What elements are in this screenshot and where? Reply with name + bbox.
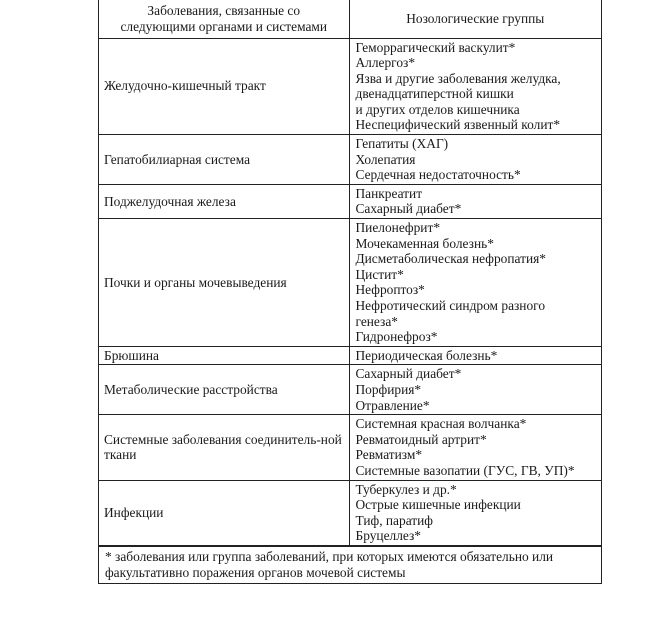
- nosology-item: Холепатия: [355, 151, 416, 167]
- table-row-peritoneum: [99, 346, 601, 365]
- nosology-item: Гидронефроз*: [355, 329, 438, 345]
- nosology-item: и других отделов кишечника: [355, 101, 520, 117]
- group-cell: Инфекции: [99, 480, 349, 545]
- group-cell: Поджелудочная железа: [99, 184, 349, 218]
- nosology-item: Язва и другие заболевания желудка,: [355, 70, 561, 86]
- table-row-connective-tissue: [99, 415, 601, 480]
- nosology-item: Тиф, паратиф: [355, 512, 433, 528]
- nosology-item: Бруцеллез*: [355, 528, 421, 544]
- table-row-metabolic: [99, 365, 601, 415]
- nosology-item: Неспецифический язвенный колит*: [355, 117, 561, 133]
- nosology-item: Системная красная волчанка*: [355, 416, 527, 432]
- table-row-pancreas: [99, 184, 601, 218]
- nosology-cell: [349, 135, 601, 185]
- nosology-item: Ревматизм*: [355, 447, 423, 463]
- nosology-cell: [349, 415, 601, 480]
- nosology-cell: [349, 480, 601, 545]
- nosology-item: Порфирия*: [355, 381, 422, 397]
- table-footnote: * заболевания или группа заболеваний, при которых имеются обязательно или факультативно поражения органов мочевой системы: [99, 546, 601, 583]
- nosology-item: Дисметаболическая нефропатия*: [355, 251, 546, 267]
- header-nosological-groups: Нозологические группы: [349, 0, 601, 38]
- nosology-item: Аллергоз*: [355, 55, 416, 71]
- table-row-gi-tract: [99, 38, 601, 135]
- group-cell: Системные заболевания соединитель-ной ткани: [99, 415, 349, 480]
- nosology-cell: [349, 365, 601, 415]
- group-cell: Метаболические расстройства: [99, 365, 349, 415]
- nosology-item: Ревматоидный артрит*: [355, 431, 487, 447]
- group-cell: Почки и органы мочевыведения: [99, 219, 349, 347]
- header-organs-systems: [99, 0, 349, 38]
- group-cell: Желудочно-кишечный тракт: [99, 38, 349, 135]
- nosology-item: Пиелонефрит*: [355, 220, 441, 236]
- nosology-item: Цистит*: [355, 266, 404, 282]
- group-cell: Гепатобилиарная система: [99, 135, 349, 185]
- nosology-item: Периодическая болезнь*: [355, 347, 498, 363]
- table-row-hepatobiliary: [99, 135, 601, 185]
- nosology-item: Сахарный диабет*: [355, 201, 462, 217]
- nosology-item: Туберкулез и др.*: [355, 481, 457, 497]
- nosology-item: Отравление*: [355, 397, 430, 413]
- table-row-kidneys: [99, 219, 601, 347]
- table-row-infections: [99, 480, 601, 545]
- nosology-item: Панкреатит: [355, 185, 423, 201]
- nosology-item: Мочекаменная болезнь*: [355, 235, 494, 251]
- group-cell: Брюшина: [99, 346, 349, 365]
- disease-table-frame: [98, 0, 602, 584]
- nosology-item: Сердечная недостаточность*: [355, 167, 521, 183]
- nosology-item: Нефроптоз*: [355, 282, 425, 298]
- nosology-item: Сахарный диабет*: [355, 366, 462, 382]
- disease-table: [99, 0, 601, 546]
- nosology-item: генеза*: [355, 313, 398, 329]
- nosology-cell: [349, 184, 601, 218]
- nosology-item: Нефротический синдром разного: [355, 298, 546, 313]
- nosology-item: Гепатиты (ХАГ): [355, 136, 449, 152]
- nosology-cell: [349, 38, 601, 135]
- nosology-cell: [349, 219, 601, 347]
- nosology-cell: [349, 346, 601, 365]
- nosology-item: двенадцатиперстной кишки: [355, 86, 514, 102]
- header-col1-text: Заболевания, связанные со следующими органами и системами: [120, 3, 328, 34]
- nosology-item: Острые кишечные инфекции: [355, 497, 521, 513]
- table-header-row: [99, 0, 601, 38]
- nosology-item: Системные вазопатии (ГУС, ГВ, УП)*: [355, 462, 575, 478]
- nosology-item: Геморрагический васкулит*: [355, 39, 516, 55]
